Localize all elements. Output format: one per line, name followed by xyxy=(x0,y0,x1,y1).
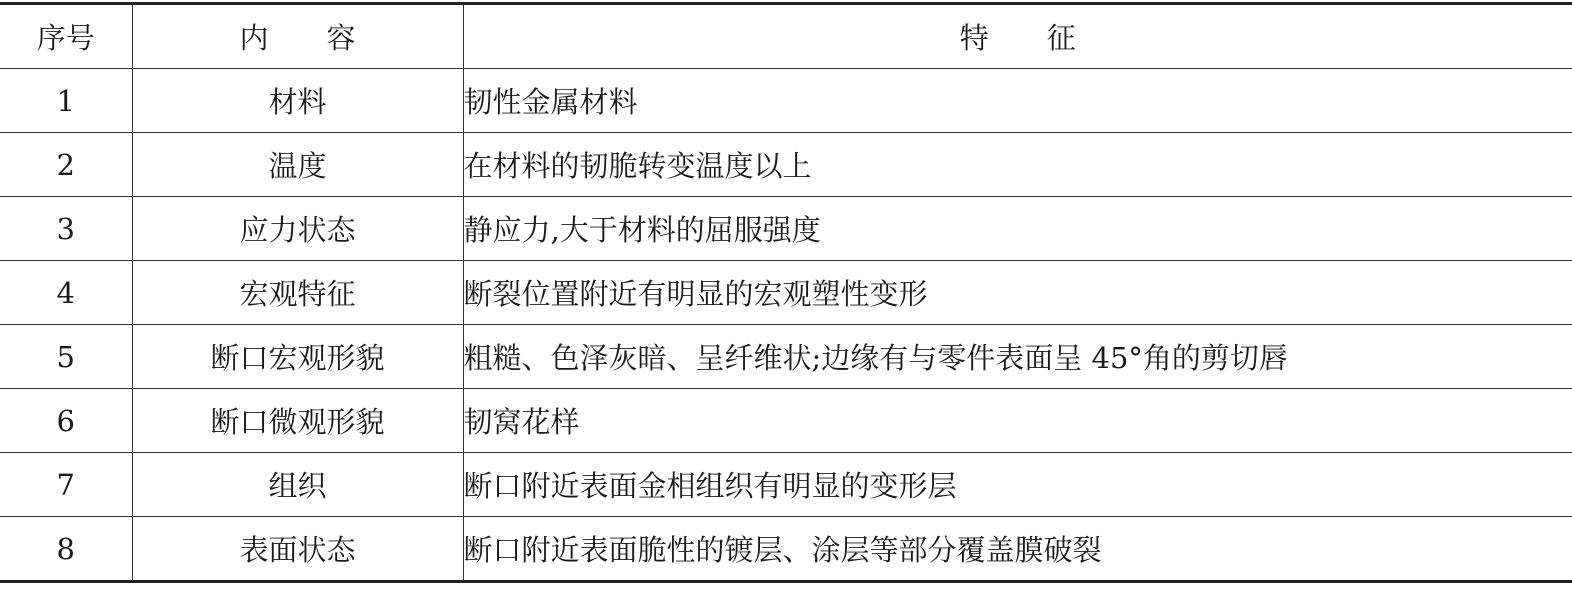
header-content-char-2: 容 xyxy=(326,21,356,55)
row-content: 材料 xyxy=(132,69,463,133)
row-content: 温度 xyxy=(132,133,463,197)
row-content: 断口宏观形貌 xyxy=(132,325,463,389)
row-feature: 断裂位置附近有明显的宏观塑性变形 xyxy=(463,261,1572,325)
row-index: 4 xyxy=(0,261,132,325)
table-row xyxy=(0,69,1572,133)
fracture-features-table xyxy=(0,2,1572,583)
table-body xyxy=(0,69,1572,582)
header-feature xyxy=(463,4,1572,69)
row-index: 6 xyxy=(0,389,132,453)
row-content: 表面状态 xyxy=(132,517,463,582)
table-row xyxy=(0,261,1572,325)
table-header xyxy=(0,4,1572,69)
row-feature: 断口附近表面金相组织有明显的变形层 xyxy=(463,453,1572,517)
row-feature: 韧性金属材料 xyxy=(463,69,1572,133)
row-feature: 断口附近表面脆性的镀层、涂层等部分覆盖膜破裂 xyxy=(463,517,1572,582)
table-row xyxy=(0,517,1572,582)
row-feature: 在材料的韧脆转变温度以上 xyxy=(463,133,1572,197)
header-feature-char-2: 征 xyxy=(1046,21,1076,55)
row-index: 3 xyxy=(0,197,132,261)
row-content: 应力状态 xyxy=(132,197,463,261)
table-row xyxy=(0,133,1572,197)
header-content xyxy=(132,4,463,69)
row-content: 断口微观形貌 xyxy=(132,389,463,453)
row-feature: 粗糙、色泽灰暗、呈纤维状;边缘有与零件表面呈 45°角的剪切唇 xyxy=(463,325,1572,389)
row-index: 7 xyxy=(0,453,132,517)
header-index: 序号 xyxy=(0,4,132,69)
header-feature-char-1: 特 xyxy=(959,21,989,55)
row-content: 宏观特征 xyxy=(132,261,463,325)
table-row xyxy=(0,453,1572,517)
row-content: 组织 xyxy=(132,453,463,517)
table-row xyxy=(0,325,1572,389)
header-content-char-1: 内 xyxy=(239,21,269,55)
row-index: 1 xyxy=(0,69,132,133)
table-row xyxy=(0,389,1572,453)
row-index: 5 xyxy=(0,325,132,389)
row-feature: 静应力,大于材料的屈服强度 xyxy=(463,197,1572,261)
row-index: 8 xyxy=(0,517,132,582)
row-feature: 韧窝花样 xyxy=(463,389,1572,453)
table-row xyxy=(0,197,1572,261)
row-index: 2 xyxy=(0,133,132,197)
header-row xyxy=(0,4,1572,69)
